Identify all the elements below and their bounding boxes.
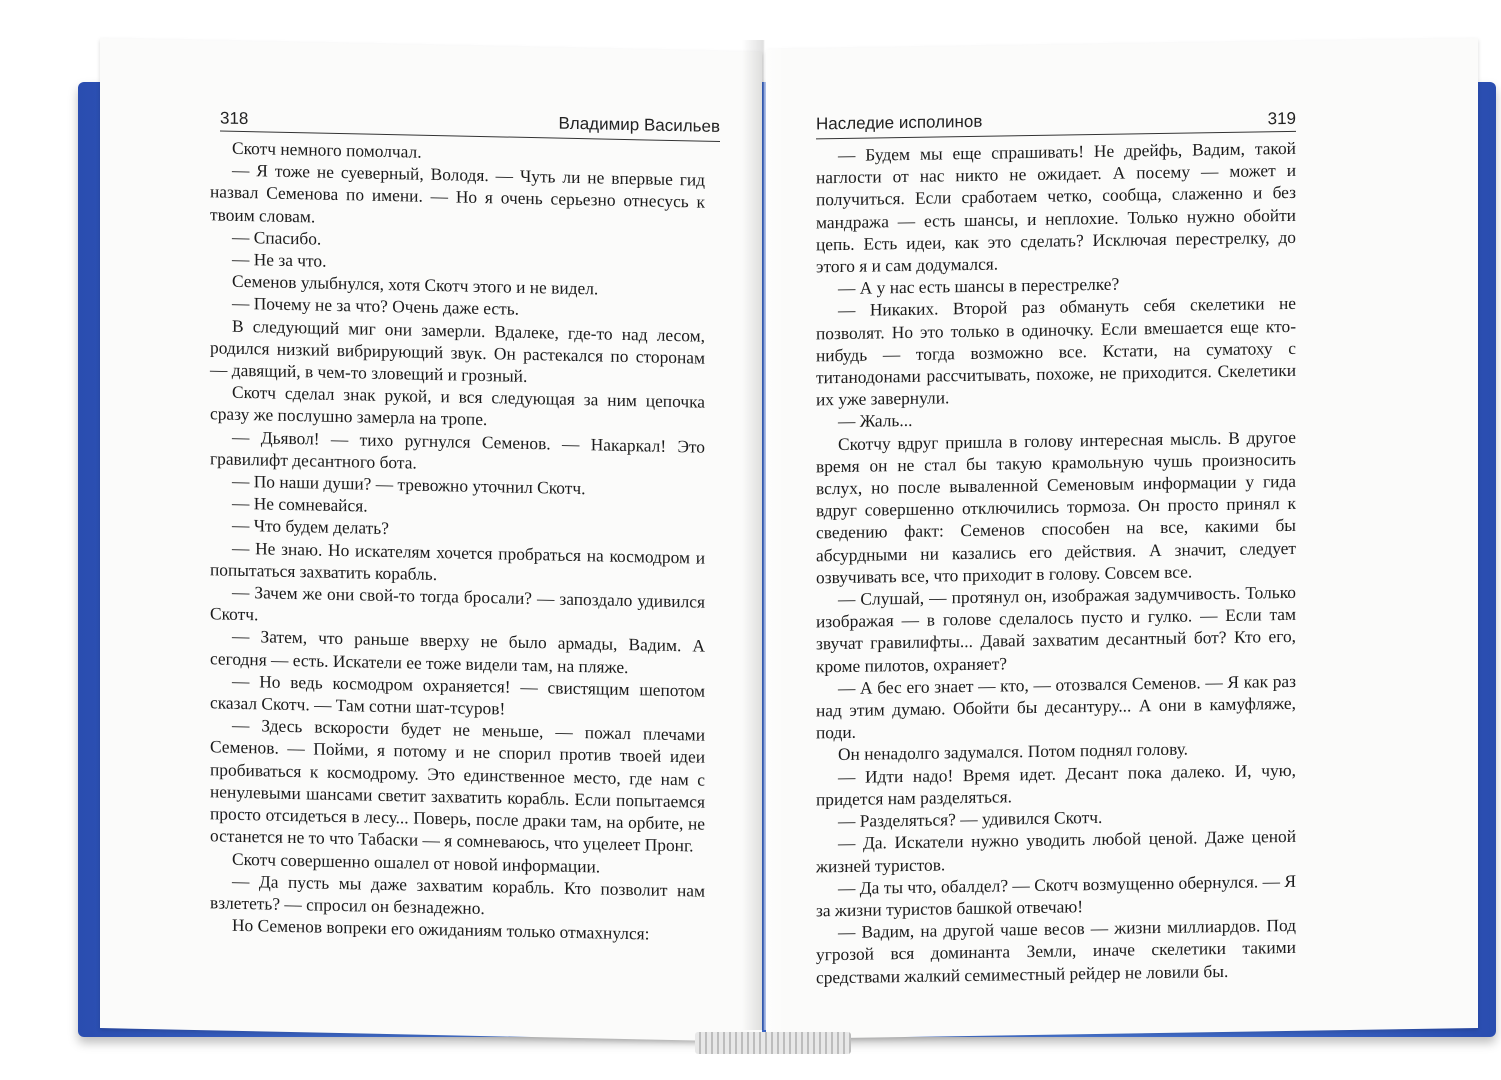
bookmark-ribbon [695, 1032, 851, 1054]
paragraph: — Здесь вскорости будет не меньше, — пожал плечами Семенов. — Пойми, я потому и не спорил против твоей идеи пробиваться к космодрому. Это единственное место, где нам с ненулевыми шансами светит захватить корабль. Если попытаемся просто отсидеться в лесу... Поверь, после драки там, на орбите, не останется не то что Табаски — я сомневаюсь, что уцелеет Пронг. [210, 715, 705, 856]
paragraph: — Да. Искатели нужно уводить любой ценой. Даже ценой жизней туристов. [816, 826, 1296, 876]
paragraph: Он ненадолго задумался. Потом поднял голову. [838, 739, 1189, 765]
paragraph: — Никаких. Второй раз обмануть себя скелетики не позволят. Но это только в одиночку. Если вмешается еще кто-нибудь — тогда возможно все. Кстати, на суматоху с титанодонами рассчитывать, похоже, не приходится. Скелетики их уже завернули. [816, 293, 1296, 410]
paragraph: — Я тоже не суеверный, Володя. — Чуть ли не впервые гид назвал Семенова по имени. — Но я очень серьезно отнесусь к твоим словам. [210, 159, 705, 227]
right-page [766, 38, 1478, 1039]
paragraph: Скотчу вдруг пришла в голову интересная мысль. В другое время он не стал бы такую крамольную чушь произносить вслух, но после вываленной Семеновым информации у гида вдруг совершенно отключились тормоза. Он просто принял к сведению факт: Семенов способен на все, какими бы абсурдными ни казались его действия. А значит, следует озвучивать все, что приходит в голову. Совсем все. [816, 426, 1296, 588]
right-page-text [816, 137, 1296, 988]
paragraph: — Будем мы еще спрашивать! Не дрейфь, Вадим, такой наглости от нас никто не ожидает. А посему — может и получиться. Если сработаем четко, сообща, слаженно и без мандража — есть шансы, и неплохие. Только нужно обойти цепь. Есть идеи, как это сделать? Исключая перестрелку, до этого я и сам додумался. [816, 137, 1296, 277]
left-running-title: Владимир Васильев [558, 113, 720, 136]
left-page [100, 38, 762, 1042]
right-page-number: 319 [1267, 108, 1296, 129]
paragraph: Скотч сделал знак рукой, и вся следующая за ним цепочка сразу же послушно замерла на тропе. [210, 381, 705, 430]
paragraph: — Разделяться? — удивился Скотч. [838, 806, 1103, 832]
paragraph: — Почему не за что? Очень даже есть. [232, 293, 520, 320]
paragraph: — Не за что. [232, 248, 327, 271]
paragraph: — Вадим, на другой чаше весов — жизни миллиардов. Под угрозой вся доминанта Земли, иначе скелетики такими средствами жалкий семиместный рейдер не ловили бы. [816, 914, 1296, 987]
paragraph: Семенов улыбнулся, хотя Скотч этого и не видел. [232, 270, 599, 299]
right-running-title: Наследие исполинов [816, 111, 983, 134]
paragraph: Но Семенов вопреки его ожиданиям только отмахнулся: [232, 914, 650, 944]
right-page-header [816, 105, 1296, 140]
paragraph: — А у нас есть шансы в перестрелке? [838, 273, 1120, 299]
paragraph: — Но ведь космодром охраняется! — свистящим шепотом сказал Скотч. — Там сотни шат-тсуров! [210, 670, 705, 719]
paragraph: — Спасибо. [232, 226, 322, 249]
paragraph: — Дьявол! — тихо ругнулся Семенов. — Накаркал! Это гравилифт десантного бота. [210, 426, 705, 473]
paragraph: — Жаль... [838, 410, 913, 432]
paragraph: — Идти надо! Время идет. Десант пока далеко. И, чую, придется нам разделяться. [816, 759, 1296, 810]
left-page-text [210, 136, 705, 946]
paragraph: — По наши души? — тревожно уточнил Скотч. [232, 470, 586, 499]
left-page-number: 318 [220, 108, 249, 129]
paragraph: В следующий миг они замерли. Вдалеке, где-то над лесом, родился низкий вибрирующий звук. Он растекался по сторонам — давящий, в чем-то зловещий и грозный. [210, 315, 705, 386]
paragraph: — Что будем делать? [232, 515, 389, 539]
paragraph: — Да ты что, обалдел? — Скотч возмущенно обернулся. — Я за жизни туристов башкой отвечаю! [816, 870, 1296, 921]
paragraph: — Затем, что раньше вверху не было армады, Вадим. А сегодня — есть. Искатели ее тоже видели там, на пляже. [210, 626, 705, 677]
paragraph: — Не сомневайся. [232, 493, 368, 516]
paragraph: — Не знаю. Но искателям хочется пробраться на космодром и попытаться захватить корабль. [210, 537, 705, 584]
book-gutter [742, 40, 786, 1030]
paragraph: — Да пусть мы даже захватим корабль. Кто позволит нам взлететь? — спросил он безнадежно. [210, 870, 705, 918]
paragraph: Скотч совершенно ошалел от новой информации. [232, 848, 601, 876]
left-page-header [220, 105, 720, 142]
paragraph: — Зачем же они свой-то тогда бросали? — запоздало удивился Скотч. [210, 581, 705, 625]
paragraph: — А бес его знает — кто, — отозвался Семенов. — Я как раз над этим думаю. Обойти бы десантуру... А они в камуфляже, поди. [816, 670, 1296, 743]
paragraph: Скотч немного помолчал. [232, 137, 422, 162]
paragraph: — Слушай, — протянул он, изображая задумчивость. Только изображая — в голове сделалось пусто и гулко. — Если там звучат гравилифты... Давай захватим десантный бот? Кто его, кроме пилотов, охраняет? [816, 581, 1296, 677]
